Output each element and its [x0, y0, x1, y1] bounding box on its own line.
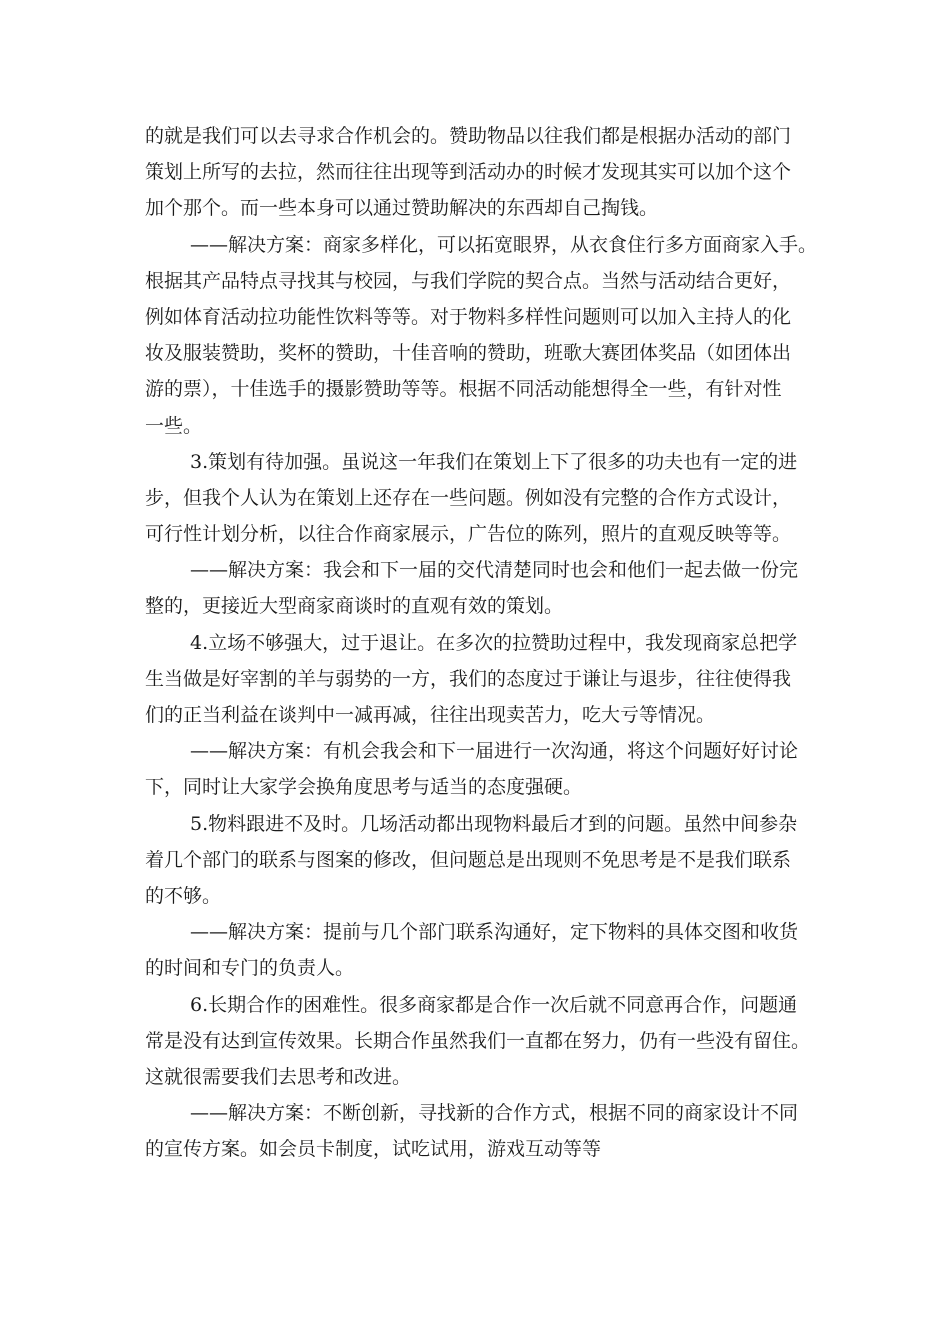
text-line: 的就是我们可以去寻求合作机会的。赞助物品以往我们都是根据办活动的部门: [145, 125, 792, 147]
text-line: 例如体育活动拉功能性饮料等等。对于物料多样性问题则可以加入主持人的化: [145, 305, 792, 328]
text-line: 步，但我个人认为在策划上还存在一些问题。例如没有完整的合作方式设计，: [145, 486, 792, 509]
text-line: 可行性计划分析，以往合作商家展示，广告位的陈列，照片的直观反映等等。: [145, 523, 792, 546]
text-line: 生当做是好宰割的羊与弱势的一方，我们的态度过于谦让与退步，往往使得我: [145, 667, 792, 690]
solution-line: ——解决方案：我会和下一届的交代清楚同时也会和他们一起去做一份完: [190, 559, 799, 582]
text-line: 们的正当利益在谈判中一减再减，往往出现卖苦力，吃大亏等情况。: [145, 704, 716, 726]
text-line: 游的票），十佳选手的摄影赞助等等。根据不同活动能想得全一些，有针对性: [145, 378, 782, 401]
solution-line: ——解决方案：提前与几个部门联系沟通好，定下物料的具体交图和收货: [190, 921, 799, 944]
solution-line: ——解决方案：不断创新，寻找新的合作方式，根据不同的商家设计不同: [190, 1102, 799, 1125]
text-line: 下，同时让大家学会换角度思考与适当的态度强硬。: [145, 776, 583, 799]
text-line: 策划上所写的去拉，然而往往出现等到活动办的时候才发现其实可以加个这个: [145, 161, 792, 184]
section-heading-line: 3.策划有待加强。虽说这一年我们在策划上下了很多的功夫也有一定的进: [190, 450, 798, 473]
text-line: 这就很需要我们去思考和改进。: [145, 1065, 412, 1088]
text-line: 整的，更接近大型商家商谈时的直观有效的策划。: [145, 595, 564, 618]
text-line: 妆及服装赞助，奖杯的赞助，十佳音响的赞助，班歌大赛团体奖品（如团体出: [145, 342, 792, 365]
text-line: 的时间和专门的负责人。: [145, 957, 355, 980]
section-heading-line: 4.立场不够强大，过于退让。在多次的拉赞助过程中，我发现商家总把学: [190, 631, 798, 654]
document-body: [145, 118, 818, 1167]
section-heading-line: 6.长期合作的困难性。很多商家都是合作一次后就不同意再合作，问题通: [190, 993, 798, 1016]
text-line: 一些。: [145, 414, 203, 437]
text-line: 加个那个。而一些本身可以通过赞助解决的东西却自己掏钱。: [145, 197, 659, 220]
text-line: 的宣传方案。如会员卡制度，试吃试用，游戏互动等等: [145, 1138, 602, 1161]
text-line: 的不够。: [145, 884, 222, 907]
section-heading-line: 5.物料跟进不及时。几场活动都出现物料最后才到的问题。虽然中间参杂: [190, 812, 798, 835]
text-line: 着几个部门的联系与图案的修改，但问题总是出现则不免思考是不是我们联系: [145, 848, 792, 871]
solution-line: ——解决方案：商家多样化，可以拓宽眼界，从衣食住行多方面商家入手。: [190, 233, 818, 256]
text-line: 常是没有达到宣传效果。长期合作虽然我们一直都在努力，仍有一些没有留住。: [145, 1029, 811, 1052]
text-line: 根据其产品特点寻找其与校园，与我们学院的契合点。当然与活动结合更好，: [145, 269, 792, 292]
solution-line: ——解决方案：有机会我会和下一届进行一次沟通，将这个问题好好讨论: [190, 740, 799, 763]
